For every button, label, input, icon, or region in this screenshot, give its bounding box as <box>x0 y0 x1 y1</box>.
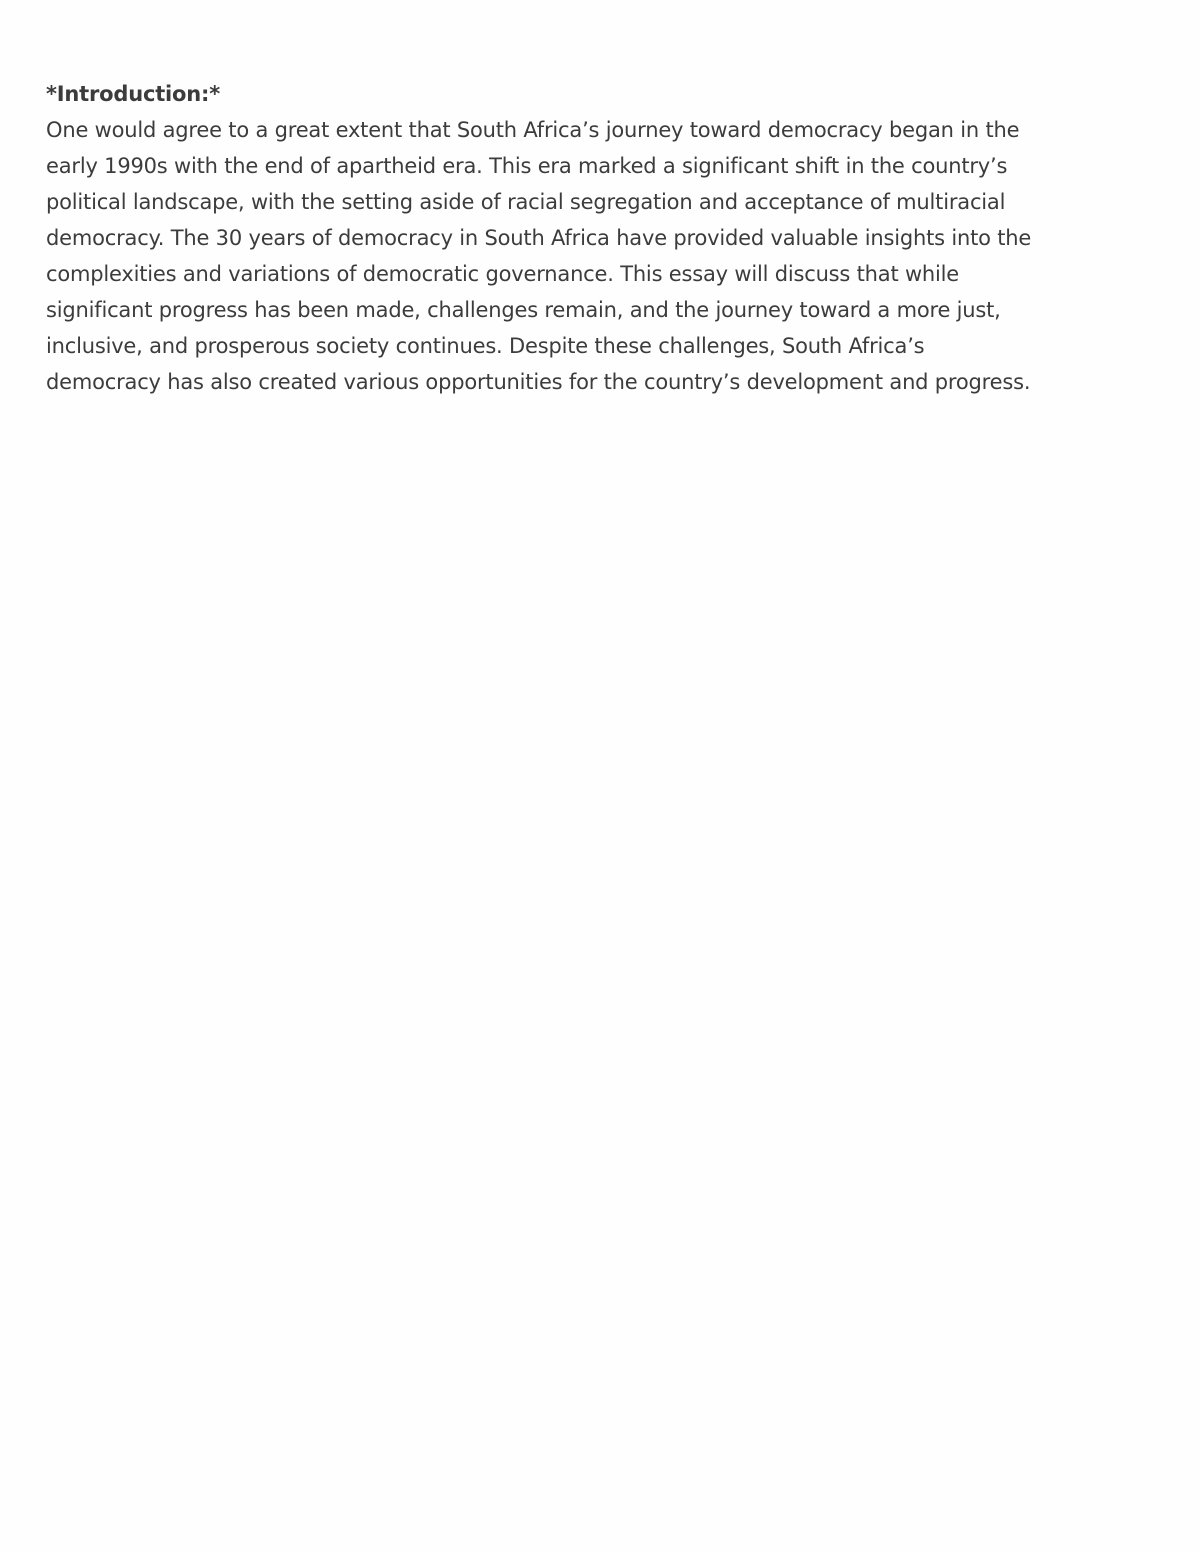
paragraph-line: democracy. The 30 years of democracy in South Africa have provided valuable insights into the <box>46 226 1032 250</box>
paragraph-line: early 1990s with the end of apartheid era. This era marked a significant shift in the country’s <box>46 154 1008 178</box>
paragraph-line: democracy has also created various opportunities for the country’s development and progress. <box>46 370 1031 394</box>
paragraph-line: inclusive, and prosperous society continues. Despite these challenges, South Africa’s <box>46 334 925 358</box>
paragraph-line: political landscape, with the setting aside of racial segregation and acceptance of multiracial <box>46 190 1006 214</box>
paragraph-line: One would agree to a great extent that South Africa’s journey toward democracy began in the <box>46 118 1020 142</box>
document-content <box>46 76 1156 400</box>
paragraph-line: significant progress has been made, challenges remain, and the journey toward a more just, <box>46 298 1001 322</box>
body-paragraph <box>46 112 1156 400</box>
section-heading: *Introduction:* <box>46 82 220 106</box>
paragraph-line: complexities and variations of democratic governance. This essay will discuss that while <box>46 262 960 286</box>
